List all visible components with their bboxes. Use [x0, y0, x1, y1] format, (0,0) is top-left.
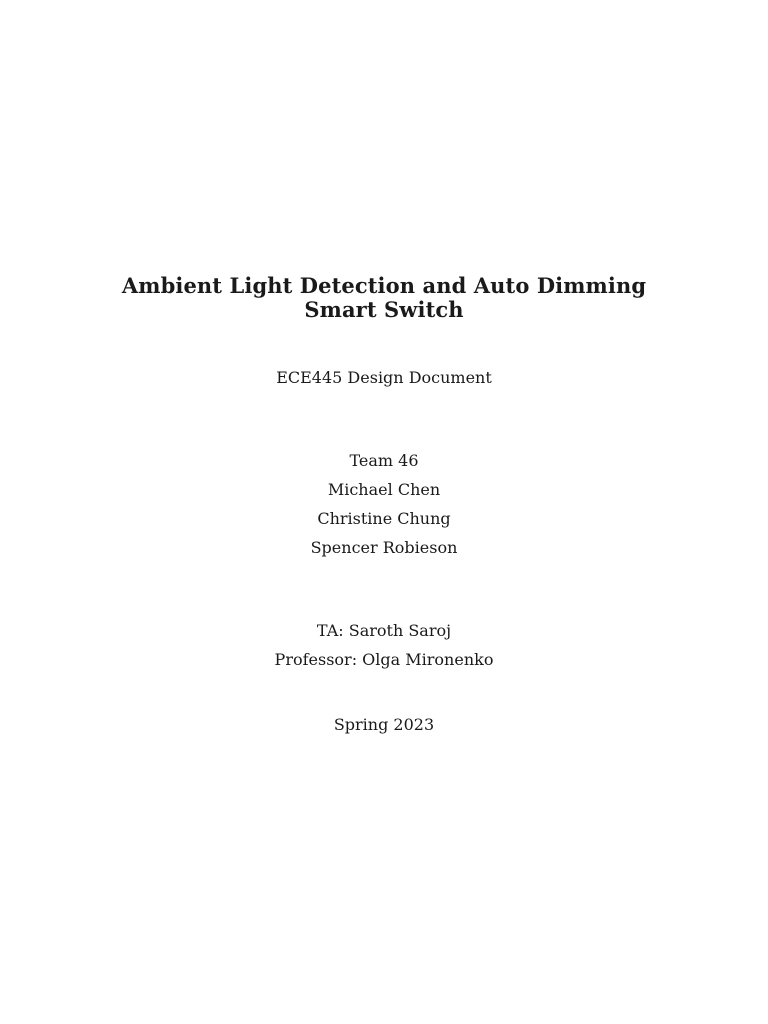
document-date: Spring 2023 [333, 715, 435, 734]
team-member: Michael Chen [327, 480, 441, 499]
document-subtitle: ECE445 Design Document [276, 368, 492, 387]
professor: Professor: Olga Mironenko [274, 650, 494, 669]
teaching-assistant: TA: Saroth Saroj [316, 621, 452, 640]
team-member: Spencer Robieson [310, 538, 458, 557]
team-name: Team 46 [349, 451, 419, 470]
document-title: Ambient Light Detection and Auto Dimming Smart Switch [121, 273, 647, 322]
team-member: Christine Chung [317, 509, 451, 528]
